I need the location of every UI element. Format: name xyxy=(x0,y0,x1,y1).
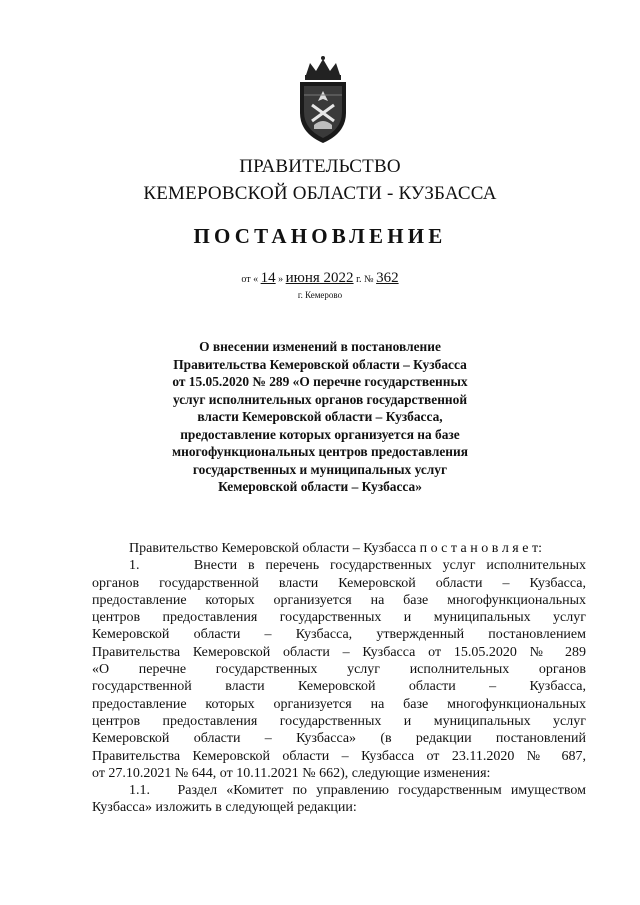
preamble-text: Правительство Кемеровской области – Кузбасса xyxy=(129,541,420,556)
date-line xyxy=(0,270,640,287)
document-type-heading: ПОСТАНОВЛЕНИЕ xyxy=(193,224,447,248)
body-line: центров предоставления государственных и муниципальных услуг xyxy=(92,610,586,626)
subject-line: О внесении изменений в постановление xyxy=(199,339,441,354)
body-text xyxy=(92,540,586,817)
subject-line: от 15.05.2020 № 289 «О перечне государственных xyxy=(172,374,468,389)
body-line: Кузбасса» изложить в следующей редакции: xyxy=(92,800,357,816)
date-from-label: от « xyxy=(241,274,259,285)
date-close-quote: » xyxy=(278,274,284,285)
subject-line: услуг исполнительных органов государственной xyxy=(172,391,468,407)
body-line: Правительства Кемеровской области – Кузбасса от 15.05.2020 № 289 xyxy=(92,644,586,660)
body-line: центров предоставления государственных и муниципальных услуг xyxy=(92,713,586,729)
body-line: «О перечне государственных услуг исполнительных органов xyxy=(92,662,586,678)
body-line: Правительства Кемеровской области – Кузбасса от 23.11.2020 № 687, xyxy=(92,748,586,764)
preamble-resolves: п о с т а н о в л я е т: xyxy=(419,541,542,556)
body-line: государственной власти Кемеровской области – Кузбасса, xyxy=(92,679,586,695)
body-line: Кемеровской области – Кузбасса, утвержденный постановлением xyxy=(92,627,586,643)
government-title-line2: КЕМЕРОВСКОЙ ОБЛАСТИ - КУЗБАССА xyxy=(143,183,497,204)
date-month-year: июня 2022 xyxy=(285,270,354,286)
date-day: 14 xyxy=(260,270,276,286)
government-title-line1: ПРАВИТЕЛЬСТВО xyxy=(239,156,401,177)
document-number: 362 xyxy=(376,270,399,286)
body-line: органов государственной власти Кемеровской области – Кузбасса, xyxy=(92,575,586,591)
subject-line: государственных и муниципальных услуг xyxy=(192,461,448,477)
subject-line: Правительства Кемеровской области – Кузбасса xyxy=(173,356,467,372)
body-line: Кемеровской области – Кузбасса» (в редакции постановлений xyxy=(92,731,586,747)
city-label: г. Кемерово xyxy=(297,290,343,300)
subject-line: Кемеровской области – Кузбасса» xyxy=(218,479,422,494)
number-label: № xyxy=(364,274,374,285)
body-line: предоставление которых организуется на базе многофункциональных xyxy=(92,696,586,712)
date-year-abbr: г. xyxy=(356,274,362,285)
body-line: 1.1. Раздел «Комитет по управлению государственным имуществом xyxy=(129,783,586,799)
body-line: предоставление которых организуется на базе многофункциональных xyxy=(92,592,586,608)
subject-line: власти Кемеровской области – Кузбасса, xyxy=(197,409,443,424)
body-line: 1. Внести в перечень государственных услуг исполнительных xyxy=(129,558,586,574)
subject-line: предоставление которых организуется на базе xyxy=(180,426,460,442)
body-line: от 27.10.2021 № 644, от 10.11.2021 № 662), следующие изменения: xyxy=(92,765,491,781)
subject-line: многофункциональных центров предоставления xyxy=(172,444,468,459)
document-subject xyxy=(150,338,490,496)
coat-of-arms-emblem xyxy=(292,55,354,147)
preamble xyxy=(92,540,586,557)
